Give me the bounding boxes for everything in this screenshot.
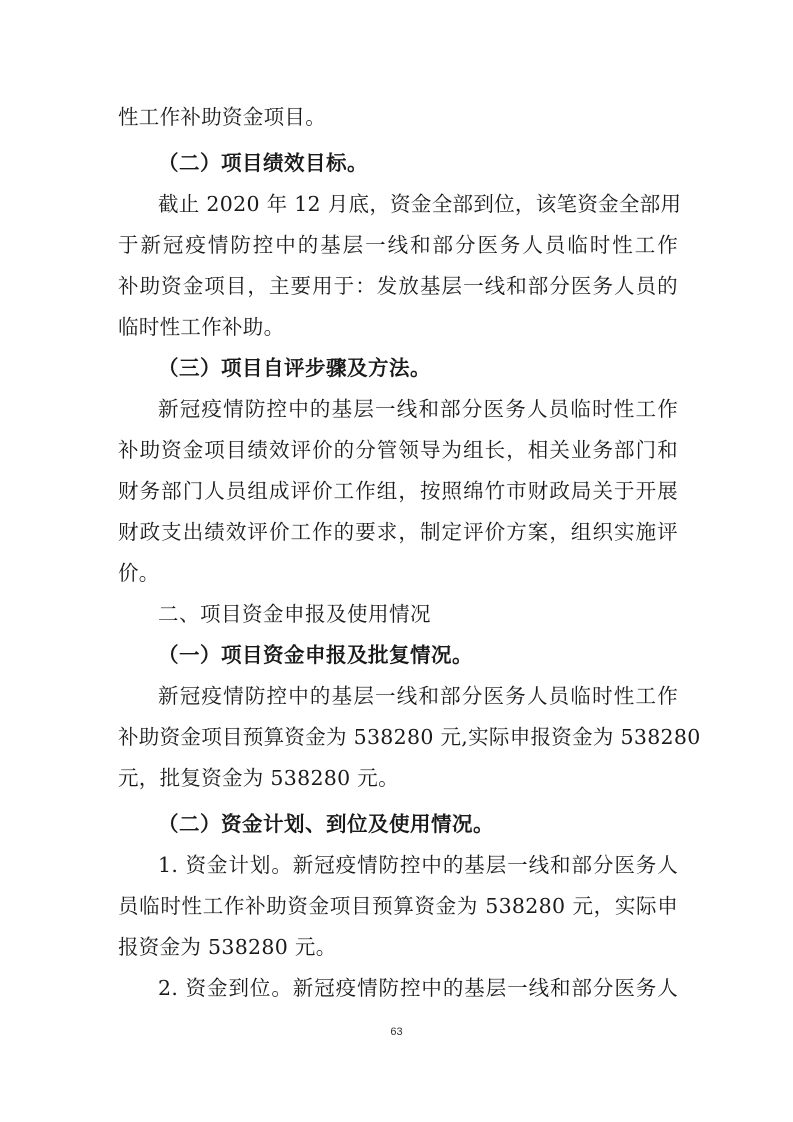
subsection-heading: （三）项目自评步骤及方法。 <box>158 356 431 380</box>
body-text-line: 元，批复资金为 538280 元。 <box>118 766 399 790</box>
body-text-line: 性工作补助资金项目。 <box>118 105 326 129</box>
page-number: 63 <box>390 1026 403 1038</box>
body-text-line: 价。 <box>118 561 160 585</box>
body-text-line: 1. 资金计划。新冠疫情防控中的基层一线和部分医务人 <box>158 853 678 877</box>
subsection-heading: （二）项目绩效目标。 <box>158 151 368 175</box>
subsection-heading: （一）项目资金申报及批复情况。 <box>158 643 473 667</box>
body-text-line: 财政支出绩效评价工作的要求，制定评价方案，组织实施评 <box>118 520 678 544</box>
body-text-line: 临时性工作补助。 <box>118 315 285 339</box>
body-text-line: 财务部门人员组成评价工作组，按照绵竹市财政局关于开展 <box>118 479 678 503</box>
section-heading: 二、项目资金申报及使用情况 <box>158 602 431 626</box>
body-text-line: 员临时性工作补助资金项目预算资金为 538280 元，实际申 <box>118 894 678 918</box>
body-text-line: 新冠疫情防控中的基层一线和部分医务人员临时性工作 <box>158 397 678 421</box>
subsection-heading: （二）资金计划、到位及使用情况。 <box>158 812 494 836</box>
body-text-line: 补助资金项目绩效评价的分管领导为组长，相关业务部门和 <box>118 438 678 462</box>
body-text-line: 于新冠疫情防控中的基层一线和部分医务人员临时性工作 <box>118 233 678 257</box>
body-text-line: 补助资金项目，主要用于：发放基层一线和部分医务人员的 <box>118 274 678 298</box>
body-text-line: 2. 资金到位。新冠疫情防控中的基层一线和部分医务人 <box>158 976 678 1000</box>
body-text-line: 新冠疫情防控中的基层一线和部分医务人员临时性工作 <box>158 684 678 708</box>
body-text-line: 截止 2020 年 12 月底，资金全部到位，该笔资金全部用 <box>158 192 682 216</box>
body-text-line: 报资金为 538280 元。 <box>118 935 337 959</box>
body-text-line: 补助资金项目预算资金为 538280 元,实际申报资金为 538280 <box>118 725 701 749</box>
